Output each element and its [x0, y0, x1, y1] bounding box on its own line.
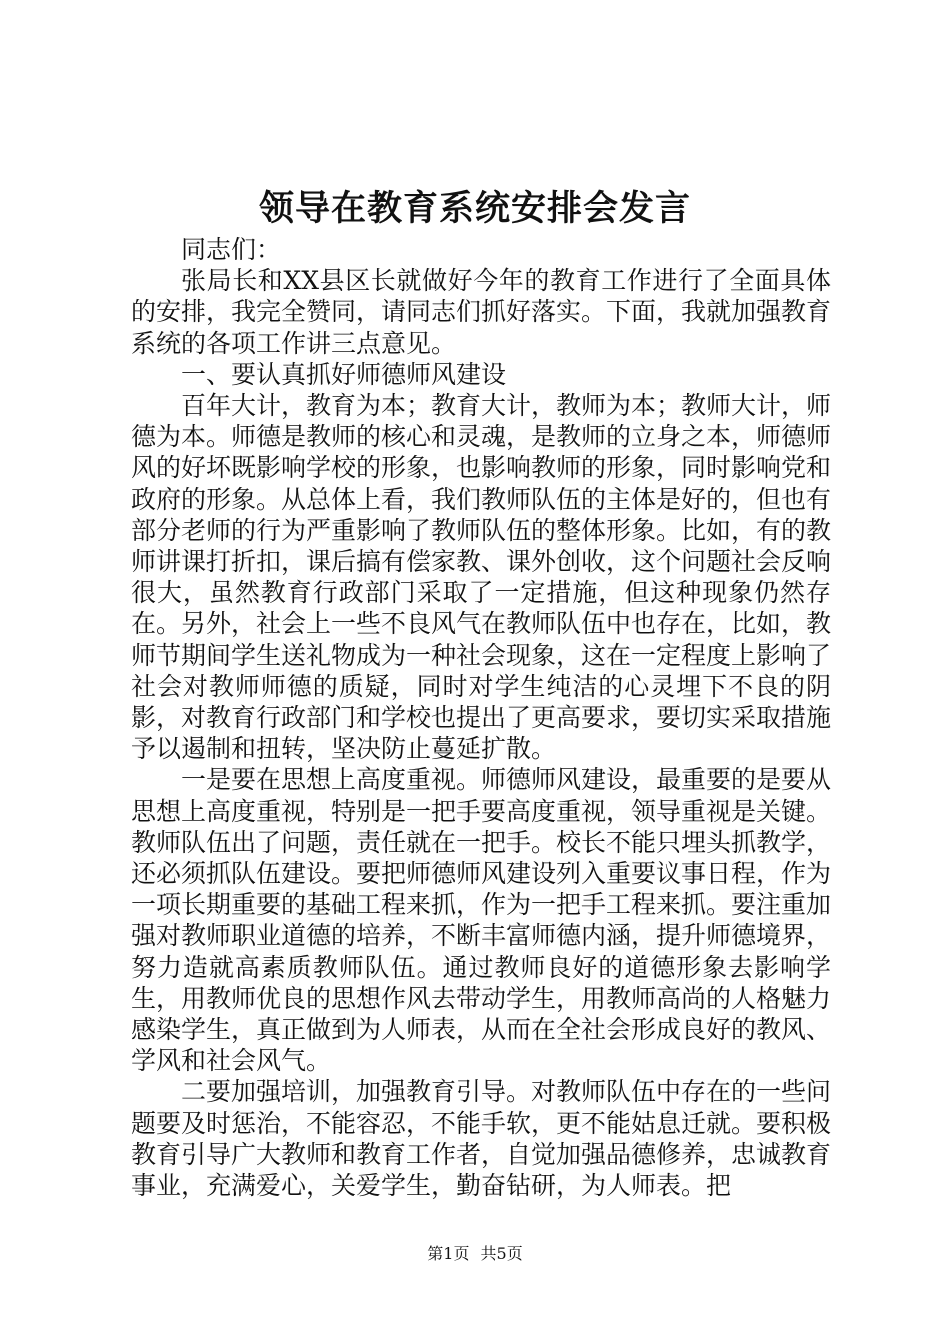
- body-paragraph: 百年大计，教育为本；教育大计，教师为本；教师大计，师德为本。师德是教师的核心和灵魂，是教师的立身之本，师德师风的好坏既影响学校的形象，也影响教师的形象，同时影响党和政府的形象。从总体上看，我们教师队伍的主体是好的，但也有部分老师的行为严重影响了教师队伍的整体形象。比如，有的教师讲课打折扣，课后搞有偿家教、课外创收，这个问题社会反响很大，虽然教育行政部门采取了一定措施，但这种现象仍然存在。另外，社会上一些不良风气在教师队伍中也存在，比如，教师节期间学生送礼物成为一种社会现象，这在一定程度上影响了社会对教师师德的质疑，同时对学生纯洁的心灵埋下不良的阴影，对教育行政部门和学校也提出了更高要求，要切实采取措施予以遏制和扭转，坚决防止蔓延扩散。: [131, 391, 832, 764]
- document-title: 领导在教育系统安排会发言: [258, 188, 691, 229]
- body-paragraph: 一是要在思想上高度重视。师德师风建设，最重要的是要从思想上高度重视，特别是一把手要高度重视，领导重视是关键。教师队伍出了问题，责任就在一把手。校长不能只埋头抓教学，还必须抓队伍建设。要把师德师风建设列入重要议事日程，作为一项长期重要的基础工程来抓，作为一把手工程来抓。要注重加强对教师职业道德的培养，不断丰富师德内涵，提升师德境界，努力造就高素质教师队伍。通过教师良好的道德形象去影响学生，用教师优良的思想作风去带动学生，用教师高尚的人格魅力感染学生，真正做到为人师表，从而在全社会形成良好的教风、学风和社会风气。: [131, 765, 832, 1076]
- intro-paragraph: 张局长和XX县区长就做好今年的教育工作进行了全面具体的安排，我完全赞同，请同志们抓好落实。下面，我就加强教育系统的各项工作讲三点意见。: [131, 266, 832, 358]
- salutation-paragraph: 同志们：: [181, 235, 282, 264]
- page-number: 第1页: [427, 1244, 470, 1263]
- body-paragraph: 二要加强培训，加强教育引导。对教师队伍中存在的一些问题要及时惩治，不能容忍，不能手软，更不能姑息迁就。要积极教育引导广大教师和教育工作者，自觉加强品德修养，忠诚教育事业，充满爱心，关爱学生，勤奋钻研，为人师表。把: [131, 1077, 832, 1201]
- page-total: 共5页: [480, 1244, 523, 1263]
- page-footer: [0, 1243, 950, 1265]
- document-body: [131, 234, 831, 1201]
- section-heading: 一、要认真抓好师德师风建设: [181, 359, 507, 389]
